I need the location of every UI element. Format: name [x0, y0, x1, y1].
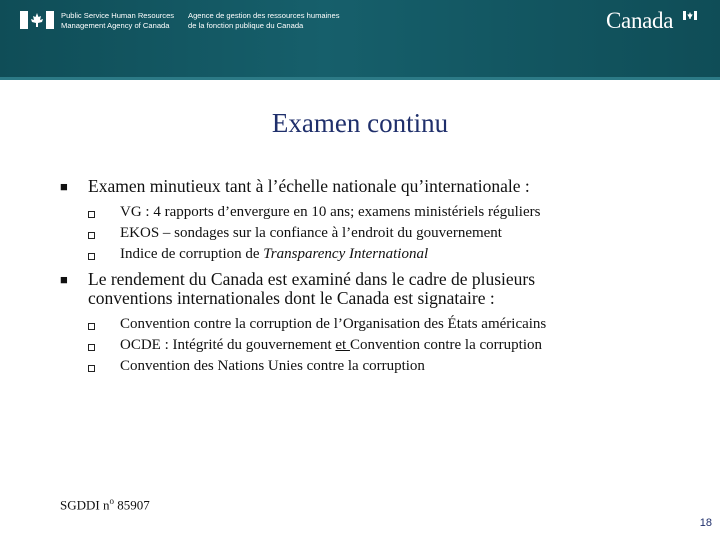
- dept-fr-line1: Agence de gestion des ressources humaines: [188, 11, 340, 20]
- slide-title: Examen continu: [271, 108, 449, 138]
- wordmark-flag-icon: [683, 11, 697, 20]
- bullet-1-subitems: [60, 202, 680, 265]
- bullet-2-text-line1: Le rendement du Canada est examiné dans le cadre de plusieurs: [88, 268, 536, 289]
- underlined-word: et: [335, 336, 350, 353]
- subitem: VG : 4 rapports d’envergure en 10 ans; examens ministériels réguliers: [60, 202, 680, 223]
- subitem: Convention des Nations Unies contre la corruption: [60, 356, 680, 377]
- square-bullet-icon: ■: [60, 271, 68, 287]
- dept-fr-line2: de la fonction publique du Canada: [188, 21, 304, 30]
- bullet-2-subitems: [60, 314, 680, 377]
- bullet-1: [60, 177, 680, 197]
- canada-flag-icon: [20, 11, 54, 29]
- dept-en-line1: Public Service Human Resources: [61, 11, 175, 20]
- banner-stripe: [0, 77, 720, 80]
- department-name-fr: [188, 11, 340, 31]
- dept-en-line2: Management Agency of Canada: [61, 21, 170, 30]
- checkbox-bullet-icon: [88, 253, 95, 260]
- header-banner: [0, 0, 720, 77]
- slide-content: [60, 177, 680, 382]
- subitem: OCDE : Intégrité du gouvernement et Convention contre la corruption: [60, 335, 680, 356]
- square-bullet-icon: ■: [60, 179, 68, 194]
- checkbox-bullet-icon: [88, 232, 95, 239]
- bullet-2-text-line2: conventions internationales dont le Canada est signataire :: [88, 288, 495, 308]
- checkbox-bullet-icon: [88, 365, 95, 372]
- bullet-1-text: Examen minutieux tant à l’échelle nationale qu’internationale :: [88, 176, 530, 196]
- checkbox-bullet-icon: [88, 344, 95, 351]
- page-number: 18: [699, 517, 712, 529]
- department-name-en: [61, 11, 174, 31]
- checkbox-bullet-icon: [88, 211, 95, 218]
- checkbox-bullet-icon: [88, 323, 95, 330]
- canada-wordmark: Canada: [606, 8, 674, 33]
- italic-source: Transparency International: [263, 245, 429, 262]
- subitem: Convention contre la corruption de l’Organisation des États américains: [60, 314, 680, 335]
- subitem: Indice de corruption de Transparency International: [60, 244, 680, 265]
- document-reference: SGDDI $n^o$ 85907: [60, 496, 150, 513]
- bullet-2: [60, 270, 680, 309]
- subitem: EKOS – sondages sur la confiance à l’endroit du gouvernement: [60, 223, 680, 244]
